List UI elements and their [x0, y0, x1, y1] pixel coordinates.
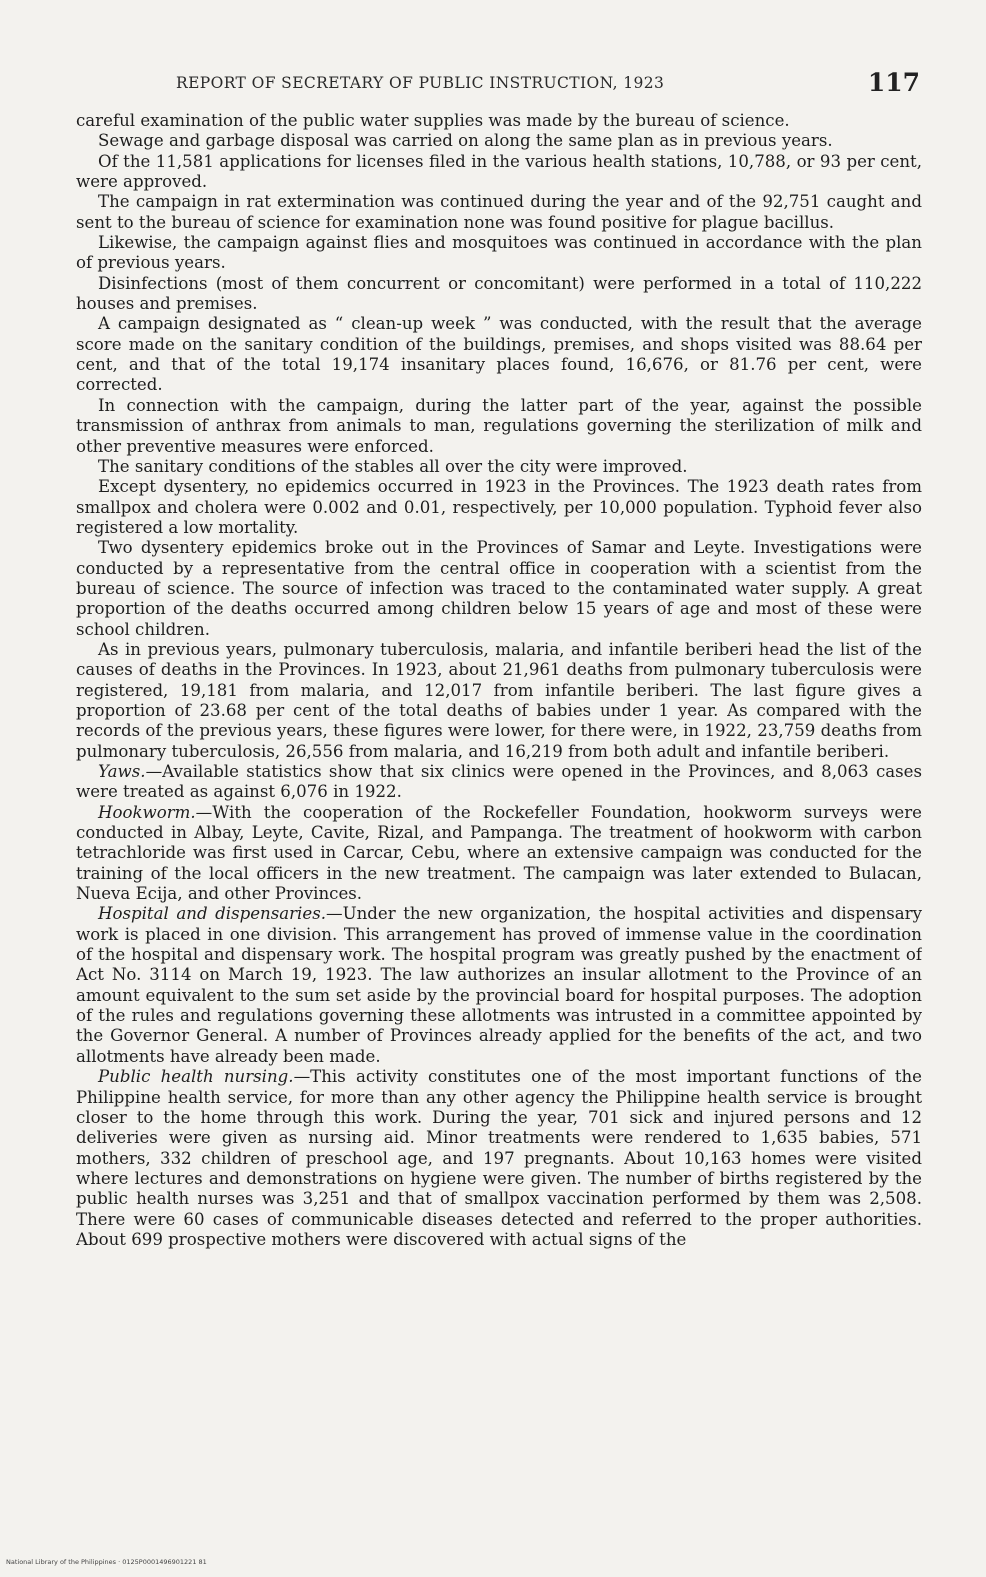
paragraph — [76, 192, 922, 233]
paragraph — [76, 1067, 922, 1250]
paragraph-text: Of the 11,581 applications for licenses filed in the various health stations, 10,788, or 93 per cent, were approved. — [76, 151, 922, 192]
paragraph-lead: Hospital and dispensaries. — [98, 904, 326, 924]
paragraph-text: A campaign designated as “ clean-up week ” was conducted, with the result that the average score made on the sanitary condition of the buildings, premises, and shops visited was 88.64 per cent, and that of the total 19,174 insanitary places found, 16,676, or 81.76 per cent, were corrected. — [76, 314, 922, 395]
paragraph — [76, 152, 922, 193]
paragraph — [76, 314, 922, 395]
paragraph-lead: Public health nursing. — [98, 1067, 294, 1087]
paragraph — [76, 477, 922, 538]
paragraph — [76, 904, 922, 1067]
paragraph — [76, 131, 922, 151]
paragraph-text: The campaign in rat extermination was continued during the year and of the 92,751 caught and sent to the bureau of science for examination none was found positive for plague bacillus. — [76, 192, 922, 232]
paragraph-text: Sewage and garbage disposal was carried on along the same plan as in previous years. — [98, 131, 833, 151]
running-head: REPORT OF SECRETARY OF PUBLIC INSTRUCTION, 1923 — [176, 74, 665, 92]
paragraph-text: Disinfections (most of them concurrent or concomitant) were performed in a total of 110,222 houses and premises. — [76, 273, 922, 314]
paragraph — [76, 396, 922, 457]
paragraph — [76, 111, 922, 131]
paragraph-text: —Under the new organization, the hospital activities and dispensary work is placed in one division. This arrangement has proved of immense value in the coordination of the hospital and dispensary work. The hospital program was greatly pushed by the enactment of Act No. 3114 on March 19, 1923. The law authorizes an insular allotment to the Province of an amount equivalent to the sum set aside by the provincial board for hospital purposes. The adoption of the rules and regulations governing these allotments was intrusted in a committee appointed by the Governor General. A number of Provinces already applied for the benefits of the act, and two allotments have already been made. — [76, 904, 922, 1066]
paragraph-text: The sanitary conditions of the stables all over the city were improved. — [98, 456, 688, 476]
paragraph-text: —Available statistics show that six clinics were opened in the Provinces, and 8,063 cases were treated as against 6,076 in 1922. — [76, 762, 922, 802]
paragraph-text: Two dysentery epidemics broke out in the Provinces of Samar and Leyte. Investigations were conducted by a representative from the central office in cooperation with a scientist from the bureau of science. The source of infection was traced to the contaminated water supply. A great proportion of the deaths occurred among children below 15 years of age and most of these were school children. — [76, 538, 922, 639]
body-text — [76, 111, 922, 1501]
paragraph-text: —This activity constitutes one of the most important functions of the Philippine health service, for more than any other agency the Philippine health service is brought closer to the home through this work. During the year, 701 sick and injured persons and 12 deliveries were given as nursing aid. Minor treatments were rendered to 1,635 babies, 571 mothers, 332 children of preschool age, and 197 pregnants. About 10,163 homes were visited where lectures and demonstrations on hygiene were given. The number of births registered by the public health nurses was 3,251 and that of smallpox vaccination performed by them was 2,508. There were 60 cases of communicable diseases detected and referred to the proper authorities. About 699 prospective mothers were discovered with actual signs of the — [76, 1067, 922, 1249]
paragraph-text: Except dysentery, no epidemics occurred in 1923 in the Provinces. The 1923 death rates from smallpox and cholera were 0.002 and 0.01, respectively, per 10,000 population. Typhoid fever also registered a low mortality. — [76, 477, 922, 537]
paragraph — [76, 803, 922, 905]
paragraph-text: As in previous years, pulmonary tuberculosis, malaria, and infantile beriberi head the list of the causes of deaths in the Provinces. In 1923, about 21,961 deaths from pulmonary tuberculosis were registered, 19,181 from malaria, and 12,017 from infantile beriberi. The last figure gives a proportion of 23.68 per cent of the total deaths of babies under 1 year. As compared with the records of the previous years, these figures were lower, for there were, in 1922, 23,759 deaths from pulmonary tuberculosis, 26,556 from malaria, and 16,219 from both adult and infantile beriberi. — [76, 639, 922, 761]
paragraph-lead: Hookworm. — [98, 802, 196, 822]
paragraph — [76, 538, 922, 640]
paragraph — [76, 274, 922, 315]
paragraph — [76, 762, 922, 803]
paragraph-text: careful examination of the public water supplies was made by the bureau of science. — [76, 111, 790, 130]
paragraph-text: —With the cooperation of the Rockefeller Foundation, hookworm surveys were conducted in Albay, Leyte, Cavite, Rizal, and Pampanga. The treatment of hookworm with carbon tetrachloride was first used in Carcar, Cebu, where an extensive campaign was conducted for the training of the local officers in the new treatment. The campaign was later extended to Bulacan, Nueva Ecija, and other Provinces. — [76, 802, 922, 904]
paragraph — [76, 233, 922, 274]
scan-credit: National Library of the Philippines · 0125P0001496901221 81 — [6, 1558, 207, 1566]
paragraph — [76, 640, 922, 762]
paragraph-lead: Yaws. — [98, 762, 146, 781]
paragraph-text: Likewise, the campaign against flies and mosquitoes was continued in accordance with the plan of previous years. — [76, 233, 922, 273]
paragraph — [76, 457, 922, 477]
paragraph-text: In connection with the campaign, during the latter part of the year, against the possible transmission of anthrax from animals to man, regulations governing the sterilization of milk and other preventive measures were enforced. — [76, 395, 922, 456]
page-number: 117 — [867, 68, 920, 97]
page-header — [176, 68, 924, 108]
